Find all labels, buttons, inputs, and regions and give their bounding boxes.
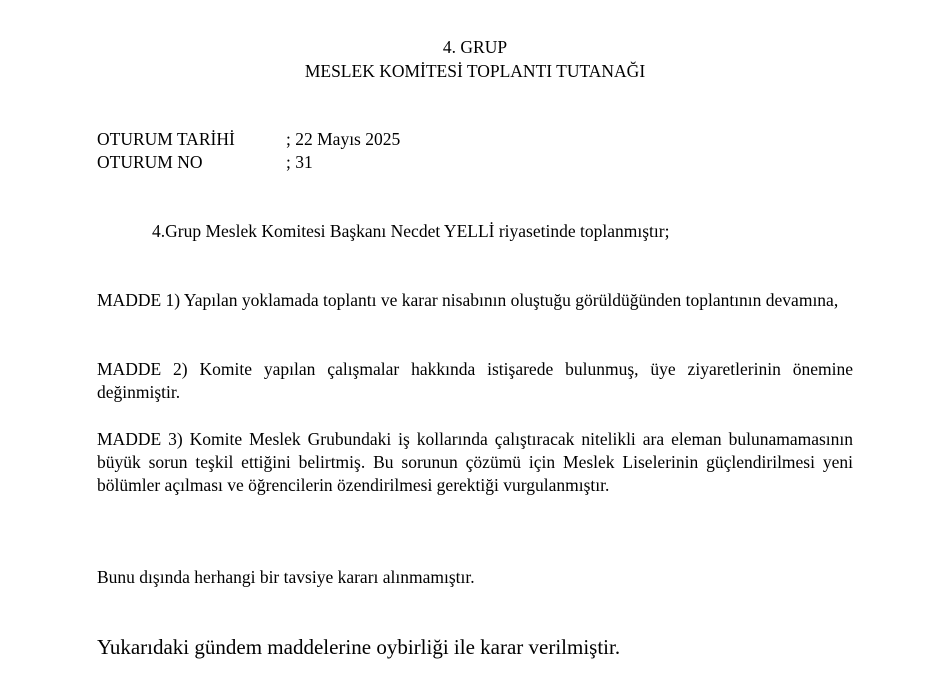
closing-note: Bunu dışında herhangi bir tavsiye kararı alınmamıştır. [97,567,475,587]
session-date-value: ; 22 Mayıs 2025 [286,129,401,149]
session-number-value: ; 31 [286,152,313,172]
session-date-label: OTURUM TARİHİ [97,129,235,149]
session-date-row [97,128,400,151]
article-2: MADDE 2) Komite yapılan çalışmalar hakkında istişarede bulunmuş, üye ziyaretlerinin önemine değinmiştir. [97,359,853,402]
intro-paragraph: 4.Grup Meslek Komitesi Başkanı Necdet YELLİ riyasetinde toplanmıştır; [152,221,670,241]
final-statement: Yukarıdaki gündem maddelerine oybirliği ile karar verilmiştir. [97,635,621,659]
document-group-title: 4. GRUP [442,37,508,57]
article-1: MADDE 1) Yapılan yoklamada toplantı ve karar nisabının oluştuğu görüldüğünden toplantının devamına, [97,290,839,310]
article-3: MADDE 3) Komite Meslek Grubundaki iş kollarında çalıştıracak nitelikli ara eleman bulunamamasının büyük sorun teşkil ettiğini belirtmiş. Bu sorunun çözümü için Meslek Liselerinin güçlendirilmesi yeni bölümler açılması ve öğrencilerin özendirilmesi gerektiği vurgulanmıştır. [97,429,853,495]
session-number-label: OTURUM NO [97,152,203,172]
session-number-row [97,151,400,174]
document-title: MESLEK KOMİTESİ TOPLANTI TUTANAĞI [304,61,646,81]
session-info [97,128,400,174]
